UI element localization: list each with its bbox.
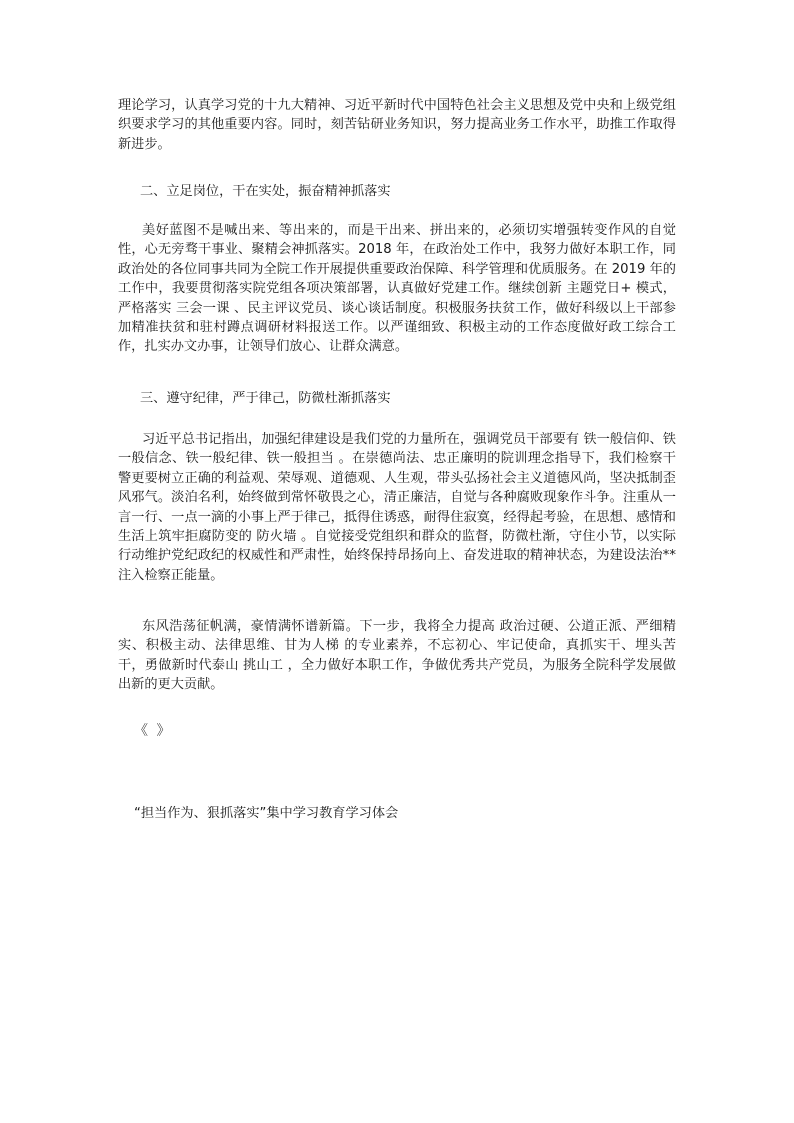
next-article-title: “担当作为、狠抓落实”集中学习教育学习体会 xyxy=(134,806,399,821)
section-3-paragraph xyxy=(118,430,676,585)
section-3-heading: 三、遵守纪律，严于律己，防微杜渐抓落实 xyxy=(140,391,391,406)
section-3-body: 习近平总书记指出，加强纪律建设是我们党的力量所在，强调党员干部要有 铁一般信仰、铁一般信念、铁一般纪律、铁一般担当 。在崇德尚法、忠正廉明的院训理念指导下，我们检察干警更要树立正确的利益观、荣辱观、道德观、人生观，带头弘扬社会主义道德风尚，坚决抵制歪风邪气。淡泊名利，始终做到常怀敬畏之心，清正廉洁，自觉与各种腐败现象作斗争。注重从一言一行、一点一滴的小事上严于律己，抵得住诱惑，耐得住寂寞，经得起考验，在思想、感情和生活上筑牢拒腐防变的 防火墙 。自觉接受党组织和群众的监督，防微杜渐，守住小节，以实际行动维护党纪政纪的权威性和严肃性，始终保持昂扬向上、奋发进取的精神状态，为建设法治**注入检察正能量。 xyxy=(118,432,676,583)
section-2-body: 美好蓝图不是喊出来、等出来的，而是干出来、拼出来的，必须切实增强转变作风的自觉性，心无旁骛干事业、聚精会神抓落实。2018 年，在政治处工作中，我努力做好本职工作，同政治处的各位同事共同为全院工作开展提供重要政治保障、科学管理和优质服务。在 2019 年的工作中，我要贯彻落实院党组各项决策部署，认真做好党建工作。继续创新 主题党日+ 模式，严格落实 三会一课 、民主评议党员、谈心谈话制度。积极服务扶贫工作，做好科级以上干部参加精准扶贫和驻村蹲点调研材料报送工作。以严谨细致、积极主动的工作态度做好政工综合工作，扎实办文办事，让领导们放心、让群众满意。 xyxy=(118,223,676,355)
closing-paragraph xyxy=(118,617,676,695)
intro-paragraph xyxy=(118,96,676,154)
section-2-heading: 二、立足岗位，干在实处，振奋精神抓落实 xyxy=(140,184,391,199)
separator-marks: 《 》 xyxy=(134,723,173,739)
section-2-paragraph xyxy=(118,221,676,357)
intro-text: 理论学习，认真学习党的十九大精神、习近平新时代中国特色社会主义思想及党中央和上级党组织要求学习的其他重要内容。同时，刻苦钻研业务知识，努力提高业务工作水平，助推工作取得新进步。 xyxy=(118,98,676,152)
closing-body: 东风浩荡征帆满，豪情满怀谱新篇。下一步，我将全力提高 政治过硬、公道正派、严细精实、积极主动、法律思维、甘为人梯 的专业素养，不忘初心、牢记使命，真抓实干、埋头苦干，勇做新时代泰山 挑山工 ，全力做好本职工作，争做优秀共产党员，为服务全院科学发展做出新的更大贡献。 xyxy=(118,619,676,693)
